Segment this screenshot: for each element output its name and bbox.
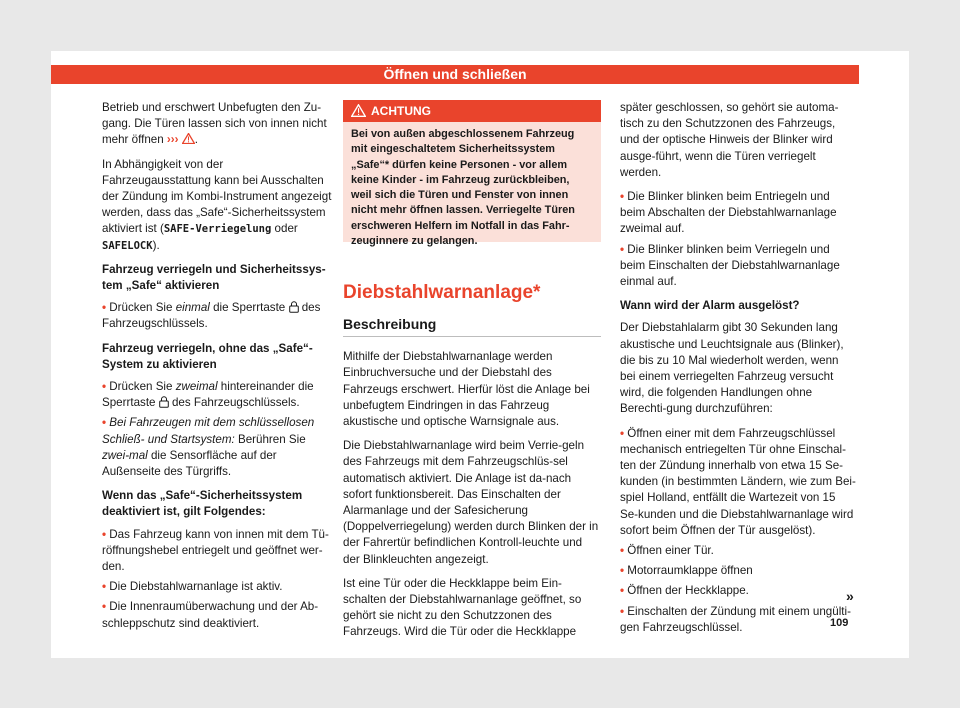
list-item: • Öffnen einer Tür. (620, 544, 714, 558)
list-item: • Drücken Sie zweimal hintereinander die Sperrtaste des Fahrzeugschlüssels. (102, 380, 314, 410)
subheading: Fahrzeug verriegeln, ohne das „Safe“-System zu aktivieren (102, 341, 313, 371)
bullet-icon: • (102, 527, 107, 541)
list-item: • Die Diebstahlwarnanlage ist aktiv. (102, 580, 283, 594)
lock-icon (159, 396, 169, 408)
list-item: • Die Blinker blinken beim Verriegeln und beim Einschalten der Diebstahlwarnanlage einmal auf. (620, 242, 840, 289)
list-item: • Die Blinker blinken beim Entriegeln und beim Abschalten der Diebstahlwarnanlage zweimal auf. (620, 190, 837, 236)
warning-triangle-icon (182, 133, 195, 144)
paragraph: Der Diebstahlalarm gibt 30 Sekunden lang akustische und Leuchtsignale aus (Blinker), die bis zu 10 Mal wiederholt werden, wenn bei einem verriegelten Fahrzeug versucht wird, die folgenden Handlungen ohne Berechti-gung durchzuführen: (620, 321, 844, 416)
bullet-icon: • (620, 242, 625, 256)
bullet-icon: • (102, 416, 107, 430)
list-item: • Drücken Sie einmal die Sperrtaste des Fahrzeugschlüssels. (102, 301, 321, 331)
bullet-icon: • (620, 604, 625, 618)
bullet-icon: • (102, 600, 107, 614)
subheading: Wenn das „Safe“-Sicherheitssystem deaktiviert ist, gilt Folgendes: (102, 489, 303, 519)
list-item: • Motorraumklappe öffnen (620, 564, 753, 578)
paragraph: Betrieb und erschwert Unbefugten den Zu-gang. Die Türen lassen sich von innen nicht mehr öffnen ››› . (102, 101, 327, 147)
warning-text: Bei von außen abgeschlossenem Fahrzeug mit eingeschaltetem Sicherheitssystem „Safe“* dürfen keine Personen - vor allem keine Kinder - im Fahrzeug zurückbleiben, weil sich die Türen und Fenster von innen nicht mehr öffnen lassen. Verriegelte Türen erschweren Helfern im Notfall in das Fahr-zeuginnere zu gelangen. (351, 128, 575, 248)
list-item: • Das Fahrzeug kann von innen mit dem Tü-röffnungshebel entriegelt und geöffnet wer-den. (102, 527, 329, 574)
column-right (620, 100, 856, 640)
warning-box (343, 100, 601, 248)
bullet-icon: • (620, 564, 625, 578)
bullet-icon: • (102, 580, 107, 594)
list-item: • Öffnen einer mit dem Fahrzeugschlüssel mechanisch entriegelten Tür ohne Einschal-ten der Zündung innerhalb von etwa 15 Se-kunden (in bestimmten Ländern, wie zum Bei-spiel Holland, entfällt die Wartezeit von 15 Se-kunden und die Diebstahlwarnanlage wird sofort beim Öffnen der Tür ausgelöst). (620, 426, 856, 537)
page-number: 109 (830, 617, 849, 629)
list-item: • Bei Fahrzeugen mit dem schlüssellosen Schließ- und Startsystem: Berühren Sie zwei-mal die Sensorfläche auf der Außenseite des Türgriffs. (102, 416, 315, 479)
paragraph: später geschlossen, so gehört sie automa-tisch zu den Schutzzonen des Fahrzeugs, und der optische Hinweis der Blinker wird ausge-führt, wenn die Türen verriegelt werden. (620, 101, 839, 179)
subsection-title: Beschreibung (343, 316, 601, 337)
column-left (102, 100, 334, 636)
reference-arrow[interactable]: ››› (166, 133, 179, 147)
paragraph: In Abhängigkeit von der Fahrzeugausstattung kann bei Ausschalten der Zündung im Kombi-Instrument angezeigt werden, dass das „Safe“-Sicherheitssystem aktiviert ist (SAFE-Verriegelung oder SAFELOCK). (102, 157, 332, 252)
bullet-icon: • (102, 380, 107, 394)
column-middle (343, 100, 601, 649)
list-item: • Die Innenraumüberwachung und der Ab-schleppschutz sind deaktiviert. (102, 600, 319, 630)
warning-header (343, 100, 601, 122)
paragraph: Mithilfe der Diebstahlwarnanlage werden Einbruchversuche und der Diebstahl des Fahrzeugs erschwert. Hierfür löst die Anlage bei unbefugtem Eindringen in das Fahrzeug akustische und optische Warnsignale aus. (343, 350, 590, 429)
bullet-icon: • (620, 584, 625, 598)
bullet-icon: • (620, 544, 625, 558)
warning-title: ACHTUNG (371, 104, 431, 118)
subheading: Fahrzeug verriegeln und Sicherheitssys-tem „Safe“ aktivieren (102, 262, 326, 293)
bullet-icon: • (620, 426, 625, 440)
lock-icon (289, 301, 299, 313)
display-code: SAFE-Verriegelung (163, 223, 272, 236)
paragraph: Die Diebstahlwarnanlage wird beim Verrie-geln des Fahrzeugs mit dem Fahrzeugschlüs-sel automatisch aktiviert. Die Anlage ist da-nach sofort funktionsbereit. Das Einschalten der Alarmanlage und der Safesicherung (Doppelverriegelung) werden durch Blinken der in der Fahrertür befindlichen Kontroll-leuchte und der Blinkleuchten angezeigt. (343, 439, 599, 566)
paragraph: Ist eine Tür oder die Heckklappe beim Ein-schalten der Diebstahlwarnanlage geöffnet, so gehört sie nicht zu den Schutzzonen des Fahrzeugs. Wird die Tür oder die Heckklappe (343, 576, 582, 639)
continue-arrow-icon[interactable]: » (846, 588, 854, 604)
display-code: SAFELOCK (102, 239, 153, 252)
section-title: Diebstahlwarnanlage* (343, 282, 541, 303)
list-item: • Einschalten der Zündung mit einem ungülti-gen Fahrzeugschlüssel. (620, 604, 851, 634)
bullet-icon: • (102, 301, 107, 315)
bullet-icon: • (620, 190, 625, 204)
page-header: Öffnen und schließen (51, 65, 859, 84)
subheading: Wann wird der Alarm ausgelöst? (620, 299, 800, 313)
list-item: • Öffnen der Heckklappe. (620, 584, 749, 598)
warning-triangle-icon (351, 104, 366, 117)
